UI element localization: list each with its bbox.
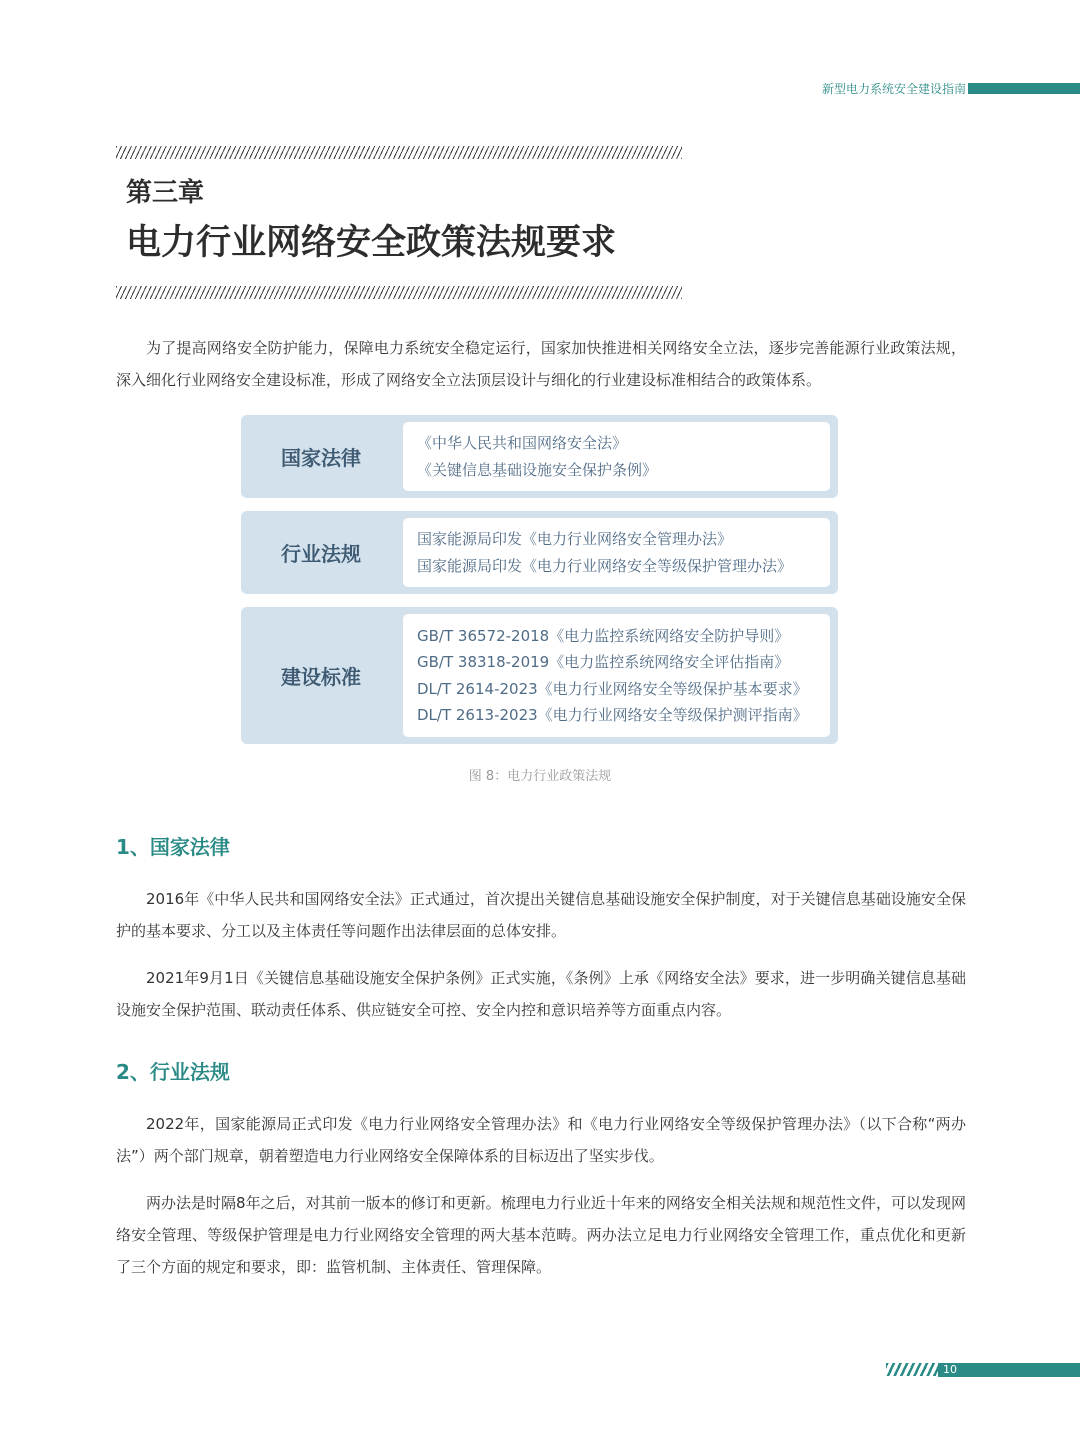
section-title-national-law: 1、国家法律: [116, 835, 230, 859]
intro-paragraph: 为了提高网络安全防护能力，保障电力系统安全稳定运行，国家加快推进相关网络安全立法，逐步完善能源行业政策法规，深入细化行业网络安全建设标准，形成了网络安全立法顶层设计与细化的行业建设标准相结合的政策体系。: [116, 339, 966, 389]
policy-item-list: [403, 422, 830, 491]
section-paragraph: 2016年《中华人民共和国网络安全法》正式通过，首次提出关键信息基础设施安全保护制度，对于关键信息基础设施安全保护的基本要求、分工以及主体责任等问题作出法律层面的总体安排。: [116, 890, 966, 940]
footer-accent-bar: [938, 1363, 1080, 1377]
policy-item: GB/T 36572-2018《电力监控系统网络安全防护导则》: [417, 626, 790, 645]
policy-item-list: [403, 614, 830, 737]
hatch-divider-bottom: [116, 286, 682, 299]
footer-hatch: [886, 1363, 938, 1376]
section-paragraph: 2022年，国家能源局正式印发《电力行业网络安全管理办法》和《电力行业网络安全等级保护管理办法》（以下合称“两办法”）两个部门规章，朝着塑造电力行业网络安全保障体系的目标迈出了坚实步伐。: [116, 1115, 966, 1165]
header-accent-bar: [968, 83, 1080, 94]
policy-item: 国家能源局印发《电力行业网络安全管理办法》: [417, 530, 733, 548]
policy-group-label: 行业法规: [281, 542, 361, 566]
policy-group-national-law: [241, 415, 838, 498]
figure-caption: 图 8：电力行业政策法规: [468, 769, 612, 784]
section-paragraph: 2021年9月1日《关键信息基础设施安全保护条例》正式实施，《条例》上承《网络安全法》要求，进一步明确关键信息基础设施安全保护范围、联动责任体系、供应链安全可控、安全内控和意识培养等方面重点内容。: [116, 969, 966, 1019]
policy-item: GB/T 38318-2019《电力监控系统网络安全评估指南》: [417, 653, 790, 671]
policy-item: 国家能源局印发《电力行业网络安全等级保护管理办法》: [417, 556, 793, 575]
policy-item: DL/T 2613-2023《电力行业网络安全等级保护测评指南》: [417, 706, 808, 724]
hatch-divider-top: [116, 146, 682, 159]
policy-item: DL/T 2614-2023《电力行业网络安全等级保护基本要求》: [417, 679, 808, 698]
running-header-title: 新型电力系统安全建设指南: [821, 82, 966, 96]
policy-item: 《关键信息基础设施安全保护条例》: [417, 460, 658, 479]
policy-group-industry-regulation: [241, 511, 838, 594]
policy-group-standards: [241, 607, 838, 744]
chapter-title: 电力行业网络安全政策法规要求: [126, 223, 617, 263]
page-number: 10: [943, 1363, 957, 1376]
policy-item: 《中华人民共和国网络安全法》: [417, 434, 628, 452]
section-title-industry-regulation: 2、行业法规: [116, 1060, 230, 1084]
policy-group-label: 建设标准: [281, 665, 361, 689]
policy-item-list: [403, 518, 830, 587]
chapter-number: 第三章: [126, 178, 205, 208]
policy-group-label: 国家法律: [281, 446, 361, 470]
section-paragraph: 两办法是时隔8年之后，对其前一版本的修订和更新。梳理电力行业近十年来的网络安全相关法规和规范性文件，可以发现网络安全管理、等级保护管理是电力行业网络安全管理的两大基本范畴。两办法立足电力行业网络安全管理工作，重点优化和更新了三个方面的规定和要求，即：监管机制、主体责任、管理保障。: [116, 1194, 966, 1276]
